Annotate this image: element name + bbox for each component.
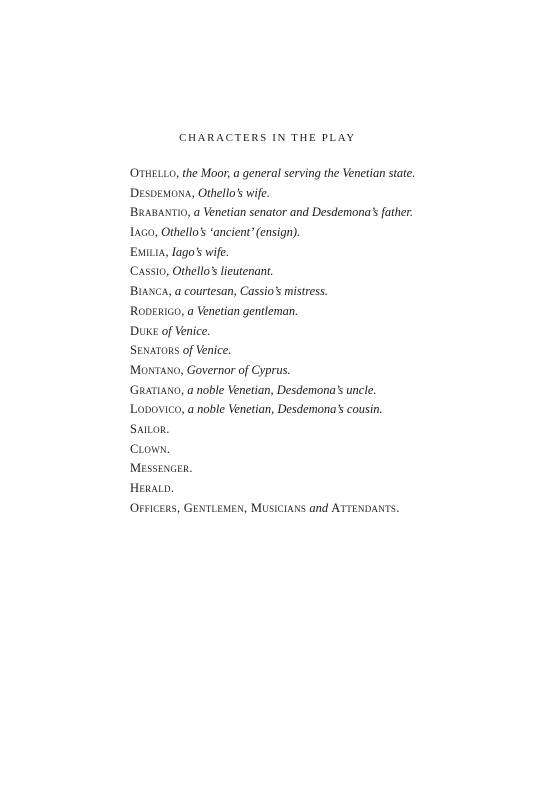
separator: , xyxy=(166,264,173,279)
character-description: a noble Venetian, Desdemona’s uncle. xyxy=(187,382,377,397)
separator: , xyxy=(180,382,188,397)
cast-entry xyxy=(130,459,530,479)
character-description: Othello’s ‘ancient’ (ensign). xyxy=(161,225,301,240)
separator: , xyxy=(181,402,188,417)
character-names-group: Officers, Gentlemen, Musicians xyxy=(130,500,307,515)
character-description: of Venice. xyxy=(161,323,211,338)
character-name: Brabantio xyxy=(130,205,188,220)
cast-entry xyxy=(130,322,530,342)
character-description: a Venetian gentleman. xyxy=(187,303,299,318)
cast-entry xyxy=(130,400,530,420)
character-name: Montano xyxy=(130,362,181,377)
character-name: Senators xyxy=(130,343,180,358)
character-name: Cassio xyxy=(130,264,167,279)
character-name: Messenger. xyxy=(130,461,193,476)
separator: , xyxy=(181,303,188,318)
cast-entry xyxy=(130,479,530,499)
cast-entry xyxy=(130,243,530,263)
cast-entry-final xyxy=(130,499,530,519)
cast-entry xyxy=(130,341,530,361)
cast-entry xyxy=(130,262,530,282)
character-description: of Venice. xyxy=(182,343,232,358)
character-name: Duke xyxy=(130,323,159,338)
cast-entry xyxy=(130,223,530,243)
character-name: Desdemona xyxy=(130,185,192,200)
cast-entry xyxy=(130,184,530,204)
character-description: Othello’s lieutenant. xyxy=(172,264,274,279)
cast-entry xyxy=(130,420,530,440)
character-description: Governor of Cyprus. xyxy=(186,362,291,377)
cast-entry xyxy=(130,361,530,381)
character-name: Roderigo xyxy=(130,303,182,318)
character-description: the Moor, a general serving the Venetian state. xyxy=(182,166,416,180)
character-name: Clown. xyxy=(130,441,171,456)
cast-entry xyxy=(130,164,530,184)
character-name: Emilia xyxy=(130,244,166,259)
character-description: a Venetian senator and Desdemona’s father. xyxy=(193,205,413,220)
character-name: Sailor. xyxy=(130,421,170,436)
conjunction: and xyxy=(309,500,329,515)
cast-entry xyxy=(130,203,530,223)
cast-list xyxy=(130,164,530,518)
character-name: Bianca xyxy=(130,284,169,299)
separator: , xyxy=(168,284,175,299)
separator: , xyxy=(165,244,172,259)
character-description: Iago’s wife. xyxy=(171,244,230,259)
separator: , xyxy=(154,225,162,240)
character-description: a courtesan, Cassio’s mistress. xyxy=(174,284,329,299)
character-name: Lodovico xyxy=(130,402,182,417)
character-name: Othello xyxy=(130,166,177,180)
cast-entry xyxy=(130,381,530,401)
character-description: Othello’s wife. xyxy=(197,185,270,200)
cast-entry xyxy=(130,440,530,460)
separator: , xyxy=(180,362,187,377)
character-name: Iago xyxy=(130,225,155,240)
character-name: Attendants. xyxy=(331,500,400,515)
page-heading: CHARACTERS IN THE PLAY xyxy=(179,132,356,144)
character-description: a noble Venetian, Desdemona’s cousin. xyxy=(187,402,383,417)
character-name: Gratiano xyxy=(130,382,181,397)
character-name: Herald. xyxy=(130,481,175,495)
cast-entry xyxy=(130,302,530,322)
separator: , xyxy=(176,166,183,180)
cast-entry xyxy=(130,282,530,302)
separator: , xyxy=(187,205,194,220)
separator: , xyxy=(191,185,198,200)
